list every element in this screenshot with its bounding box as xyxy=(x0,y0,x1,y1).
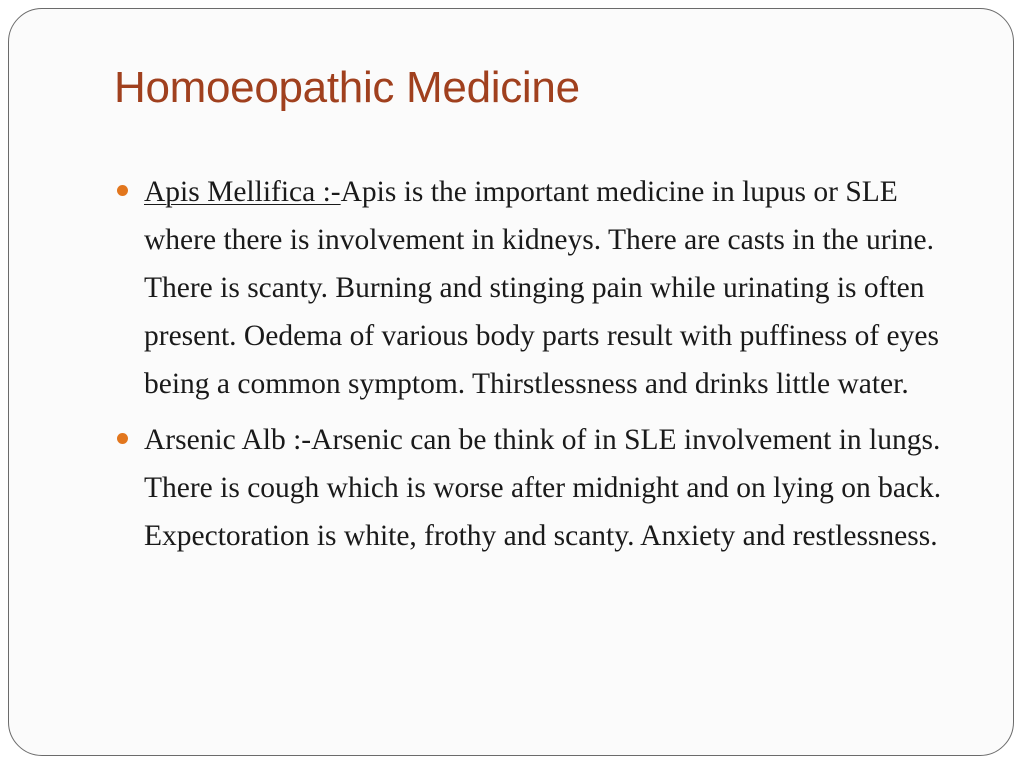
bullet-list xyxy=(144,168,974,568)
slide-title: Homoeopathic Medicine xyxy=(114,63,580,112)
bullet-dot-icon xyxy=(117,433,128,444)
bullet-apis-mellifica xyxy=(144,168,974,408)
bullet-text: Arsenic can be think of in SLE involvement in lungs. There is cough which is worse after midnight and on lying on back. Expectoration is white, frothy and scanty. Anxiety and restlessness. xyxy=(144,424,942,552)
bullet-term: Arsenic Alb :- xyxy=(144,424,312,456)
bullet-dot-icon xyxy=(117,185,128,196)
bullet-arsenic-alb xyxy=(144,416,974,560)
bullet-text: Apis is the important medicine in lupus or SLE where there is involvement in kidneys. There are casts in the urine. There is scanty. Burning and stinging pain while urinating is often present. Oedema of various body parts result with puffiness of eyes being a common symptom. Thirstlessness and drinks little water. xyxy=(144,176,939,400)
bullet-term: Apis Mellifica :- xyxy=(144,176,341,208)
